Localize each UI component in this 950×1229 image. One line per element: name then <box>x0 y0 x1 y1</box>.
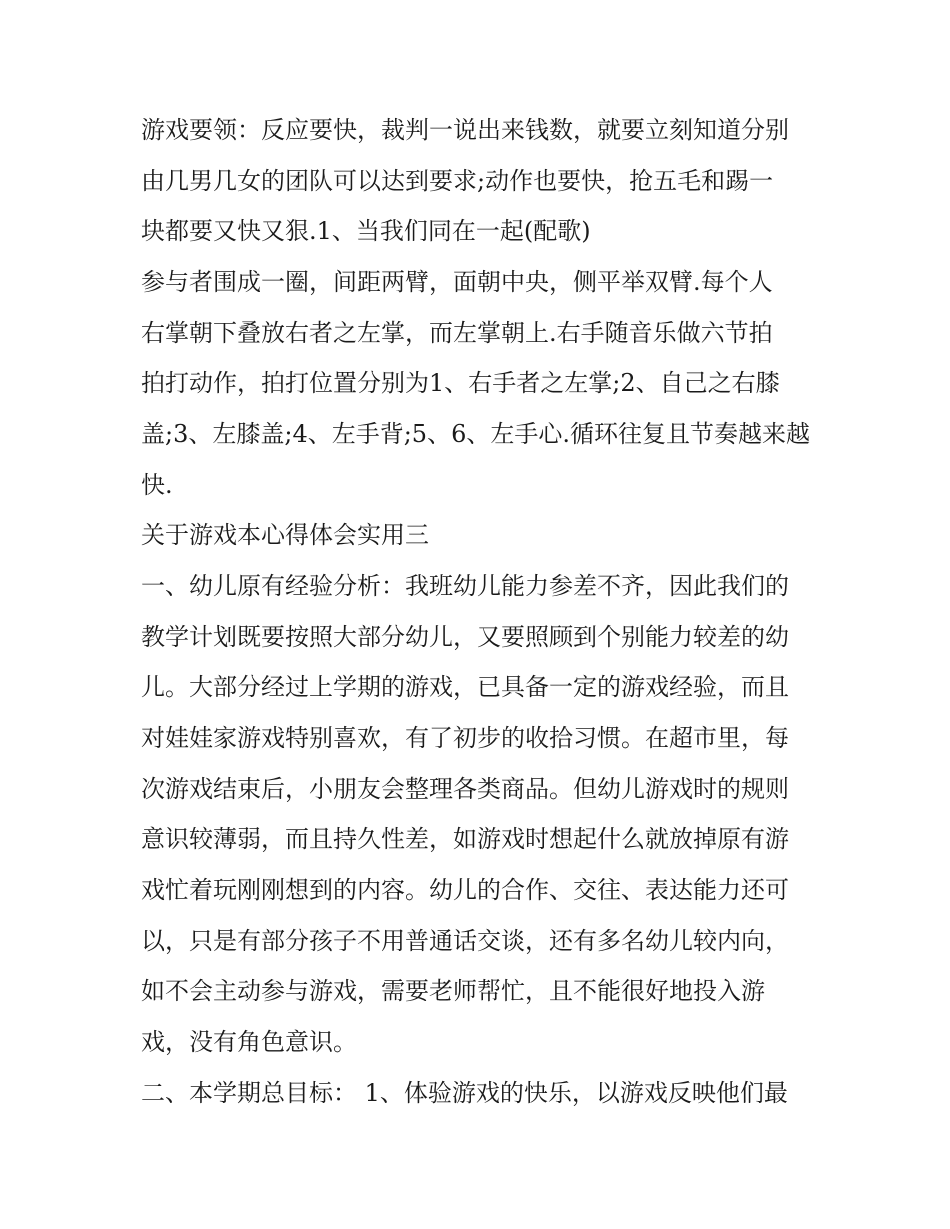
section-heading: 关于游戏本心得体会实用三 <box>141 521 429 549</box>
text-line-15: 意识较薄弱，而且持久性差，如游戏时想起什么就放掉原有游 <box>141 825 789 853</box>
text-line-12: 儿。大部分经过上学期的游戏，已具备一定的游戏经验，而且 <box>141 673 789 701</box>
text-line-11: 教学计划既要按照大部分幼儿，又要照顾到个别能力较差的幼 <box>141 623 789 651</box>
text-line-14: 次游戏结束后，小朋友会整理各类商品。但幼儿游戏时的规则 <box>141 775 789 803</box>
text-line-7: 盖;3、左膝盖;4、左手背;5、6、左手心.循环往复且节奏越来越 <box>141 420 810 448</box>
text-line-16: 戏忙着玩刚刚想到的内容。幼儿的合作、交往、表达能力还可 <box>141 876 789 904</box>
text-line-8: 快. <box>141 471 173 499</box>
text-line-2: 由几男几女的团队可以达到要求;动作也要快，抢五毛和踢一 <box>141 167 774 195</box>
text-line-13: 对娃娃家游戏特别喜欢，有了初步的收拾习惯。在超市里，每 <box>141 724 789 752</box>
text-line-1: 游戏要领：反应要快，裁判一说出来钱数，就要立刻知道分别 <box>141 116 789 144</box>
text-line-18: 如不会主动参与游戏，需要老师帮忙，且不能很好地投入游 <box>141 977 765 1005</box>
text-line-4: 参与者围成一圈，间距两臂，面朝中央，侧平举双臂.每个人 <box>141 268 773 296</box>
text-line-10: 一、幼儿原有经验分析：我班幼儿能力参差不齐，因此我们的 <box>141 572 789 600</box>
text-line-6: 拍打动作，拍打位置分别为1、右手者之左掌;2、自己之右膝 <box>141 369 780 397</box>
text-line-5: 右掌朝下叠放右者之左掌，而左掌朝上.右手随音乐做六节拍 <box>141 319 773 347</box>
text-line-3: 块都要又快又狠.1、当我们同在一起(配歌) <box>141 217 591 245</box>
text-line-17: 以，只是有部分孩子不用普通话交谈，还有多名幼儿较内向， <box>141 927 789 955</box>
text-line-19: 戏，没有角色意识。 <box>141 1028 357 1056</box>
text-line-20: 二、本学期总目标： 1、体验游戏的快乐，以游戏反映他们最 <box>141 1079 788 1107</box>
